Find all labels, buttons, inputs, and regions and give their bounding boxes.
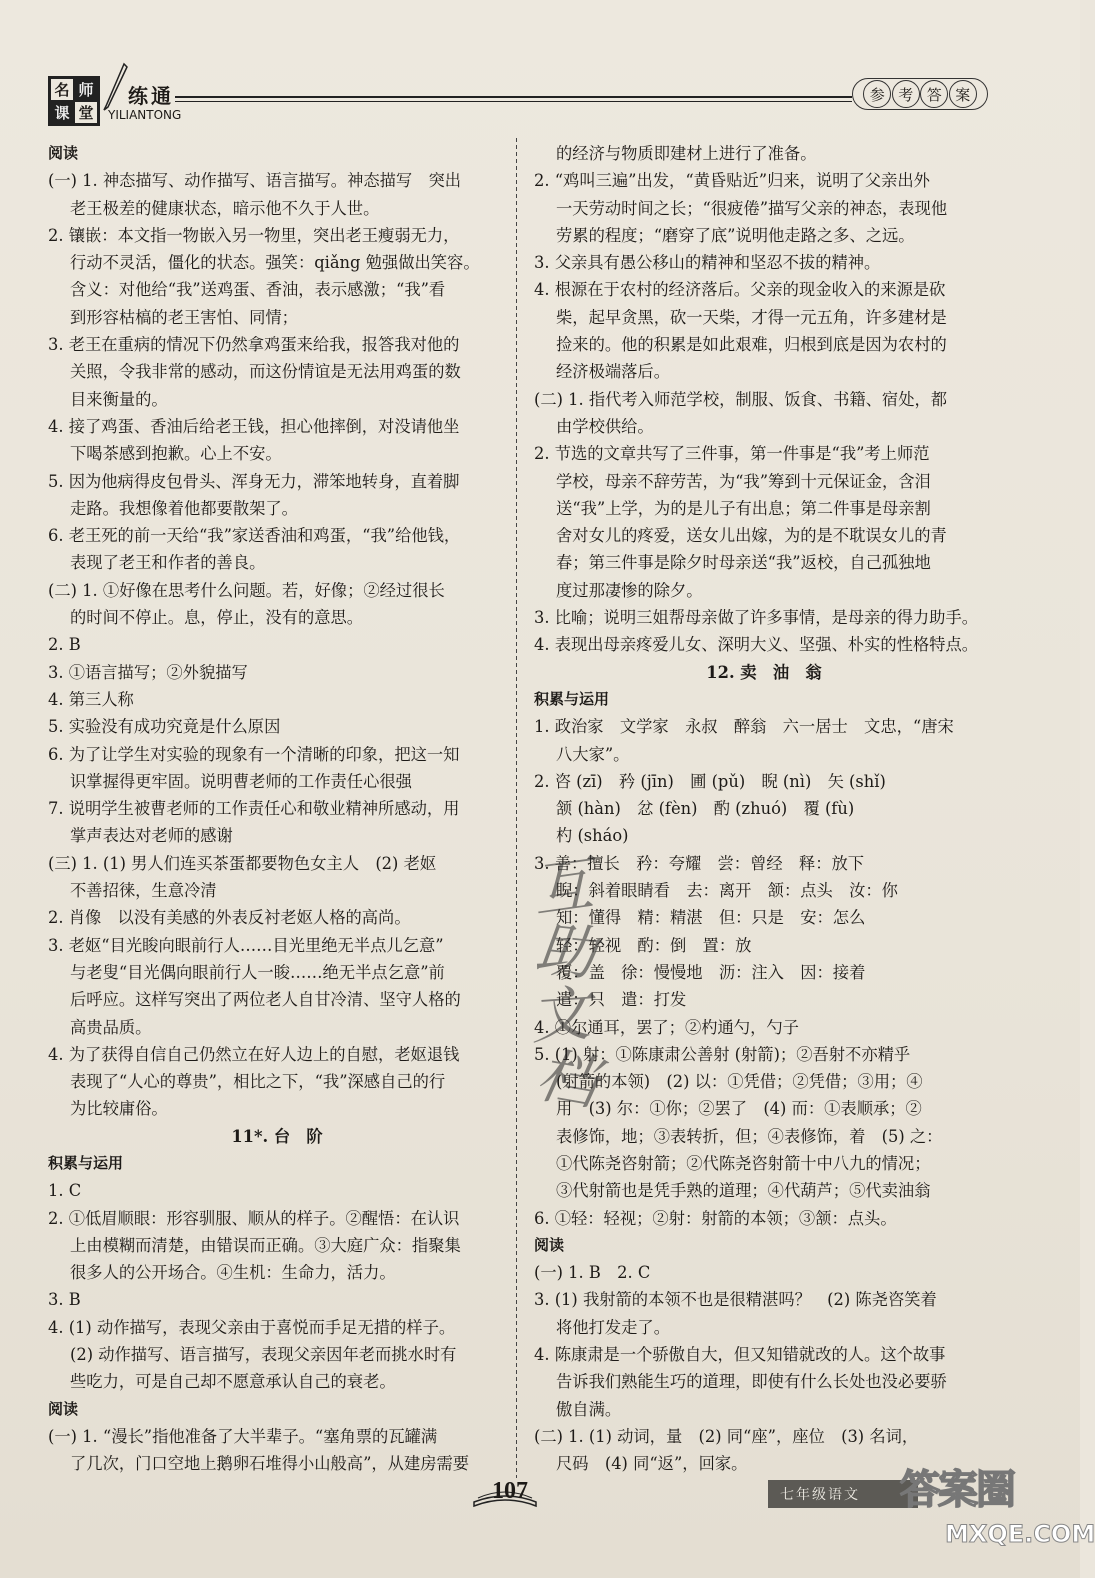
series-title: 练通 [128, 84, 174, 108]
answer-line: 5. (1) 射：①陈康肃公善射 (射箭)；②吾射不亦精乎 [534, 1044, 911, 1064]
answer-line: 4. (1) 动作描写，表现父亲由于喜悦而手足无措的样子。 [48, 1317, 456, 1337]
answer-line: 含义：对他给“我”送鸡蛋、香油，表示感激；“我”看 [70, 280, 446, 300]
badge-char: 答 [920, 80, 948, 108]
answer-line: 经济极端落后。 [556, 362, 670, 382]
answer-line: 表现了“人心的尊贵”，相比之下，“我”深感自己的行 [70, 1072, 446, 1092]
answer-line: (一) 1. “漫长”指他准备了大半辈子。“塞角票的瓦罐满 [48, 1426, 438, 1446]
lesson-title: 12. 卖 油 翁 [706, 662, 822, 682]
answer-line: ①代陈尧咨射箭；②代陈尧咨射箭十中八九的情况； [556, 1153, 931, 1173]
answer-line: 6. ①轻：轻视；②射：射箭的本领；③颔：点头。 [534, 1208, 897, 1228]
answer-line: 的时间不停止。息，停止，没有的意思。 [70, 608, 364, 628]
answer-line: 后呼应。这样写突出了两位老人自甘冷清、坚守人格的 [70, 990, 461, 1010]
answer-line: 2. ①低眉顺眼：形容驯服、顺从的样子。②醒悟：在认识 [48, 1208, 460, 1228]
answer-line: 遣：只 遣：打发 [556, 990, 687, 1010]
answer-line: ③代射箭也是凭手熟的道理；④代葫芦；⑤代卖油翁 [556, 1181, 931, 1201]
answer-line: 尺码 (4) 同“返”，回家。 [556, 1454, 748, 1474]
page-number: 107 [492, 1478, 528, 1504]
answer-line: 的经济与物质即建材上进行了准备。 [556, 144, 817, 163]
answer-line: 行动不灵活，僵化的状态。强笑：qiǎng 勉强做出笑容。 [70, 253, 480, 273]
badge-char: 考 [892, 80, 920, 108]
logo-char: 课 [50, 101, 74, 124]
header-rule [175, 96, 852, 98]
section-heading: 阅读 [48, 1399, 79, 1418]
answer-line: 不善招徕，生意冷清 [70, 881, 217, 901]
answer-line: 舍对女儿的疼爱，送女儿出嫁，为的是不耽误女儿的青 [556, 526, 947, 546]
answer-line: (三) 1. (1) 男人们连买茶蛋都要物色女主人 (2) 老妪 [48, 853, 437, 873]
answer-line: 4. 表现出母亲疼爱儿女、深明大义、坚强、朴实的性格特点。 [534, 635, 979, 655]
answer-line: 3. 比喻；说明三姐帮母亲做了许多事情，是母亲的得力助手。 [534, 608, 979, 628]
answer-line: 些吃力，可是自己却不愿意承认自己的衰老。 [70, 1372, 396, 1392]
answer-line: 4. 根源在于农村的经济落后。父亲的现金收入的来源是砍 [534, 280, 946, 300]
answer-line: 3. B [48, 1290, 81, 1310]
answer-line: 柴，起早贪黑，砍一天柴，才得一元五角，许多建材是 [556, 307, 947, 327]
hw-char: 文 [527, 978, 593, 1053]
answer-line: 了几次，门口空地上鹅卵石堆得小山般高”，从建房需要 [70, 1454, 470, 1474]
answer-line: 3. 老妪“目光睃向眼前行人……目光里绝无半点儿乞意” [48, 935, 444, 955]
answer-line: 很多人的公开场合。④生机：生命力，活力。 [70, 1263, 396, 1283]
logo-char: 名 [50, 78, 74, 101]
answer-line: 7. 说明学生被曹老师的工作责任心和敬业精神所感动，用 [48, 799, 460, 819]
pen-icon [100, 62, 130, 112]
answer-line: 下喝茶感到抱歉。心上不安。 [70, 444, 282, 464]
hw-char: 助 [531, 914, 599, 990]
answer-line: 2. 咨 (zī) 矜 (jīn) 圃 (pǔ) 睨 (nì) 矢 (shǐ) [534, 771, 886, 791]
answer-line: 高贵品质。 [70, 1017, 152, 1037]
answer-line: 3. (1) 我射箭的本领不也是很精湛吗？ (2) 陈尧咨笑着 [534, 1290, 937, 1310]
right-column [531, 140, 994, 1478]
answer-line: 4. 陈康肃是一个骄傲自大，但又知错就改的人。这个故事 [534, 1345, 946, 1365]
section-heading: 积累与运用 [534, 689, 610, 708]
section-heading: 积累与运用 [48, 1153, 124, 1172]
answer-line: 学校，母亲不辞劳苦，为“我”筹到十元保证金，含泪 [556, 471, 931, 491]
answer-line: 4. 接了鸡蛋、香油后给老王钱，担心他摔倒，对没请他坐 [48, 416, 460, 436]
answer-line: 4. 第三人称 [48, 689, 134, 709]
answer-line: 2. 肖像 以没有美感的外表反衬老妪人格的高尚。 [48, 908, 411, 928]
answer-line: 春；第三件事是除夕时母亲送“我”返校，自己孤独地 [556, 553, 931, 573]
answer-line: 杓 (sháo) [556, 826, 629, 846]
site-watermark-url: MXQE.COM [945, 1520, 1095, 1548]
answer-line: 走路。我想像着他都要散架了。 [70, 498, 298, 518]
answer-line: 关照，令我非常的感动，而这份情谊是无法用鸡蛋的数 [70, 362, 461, 382]
answer-line: 3. ①语言描写；②外貌描写 [48, 662, 248, 682]
grade-subject-label: 七年级语文 [768, 1480, 918, 1508]
answer-line: 2. “鸡叫三遍”出发，“黄昏贴近”归来，说明了父亲出外 [534, 171, 930, 191]
answer-line: 傲自满。 [556, 1399, 622, 1419]
lesson-title: 11*. 台 阶 [231, 1126, 323, 1146]
answer-line: 6. 为了让学生对实验的现象有一个清晰的印象，把这一知 [48, 744, 460, 764]
answer-line: (一) 1. 神态描写、动作描写、语言描写。神态描写 突出 [48, 171, 462, 191]
answer-line: 到形容枯槁的老王害怕、同情； [70, 307, 298, 327]
section-heading: 阅读 [48, 144, 79, 162]
answer-line: 4. 为了获得自信自己仍然立在好人边上的自慰，老妪退钱 [48, 1044, 460, 1064]
section-heading: 阅读 [534, 1235, 565, 1254]
answer-line: 3. 善：擅长 矜：夸耀 尝：曾经 释：放下 [534, 853, 865, 873]
series-subtitle: YILIANTONG [108, 108, 182, 122]
answer-line: 上由模糊而清楚，由错误而正确。③大庭广众：指聚集 [70, 1235, 461, 1255]
answer-line: 劳累的程度；“磨穿了底”说明他走路之多、之远。 [556, 225, 915, 245]
answer-line: 4. ①尔通耳，罢了；②杓通勺，勺子 [534, 1017, 799, 1037]
answer-line: 轻：轻视 酌：倒 置：放 [556, 935, 752, 955]
answer-line: (二) 1. (1) 动词，量 (2) 同“座”，座位 (3) 名词， [534, 1426, 919, 1446]
answer-line: 送“我”上学，为的是儿子有出息；第二件事是母亲割 [556, 498, 931, 518]
answer-line: 识掌握得更牢固。说明曹老师的工作责任心很强 [70, 771, 412, 791]
answer-line: 1. 政治家 文学家 永叔 醉翁 六一居士 文忠，“唐宋 [534, 717, 954, 737]
logo-char: 堂 [74, 101, 98, 124]
answer-line: 知：懂得 精：精湛 但：只是 安：怎么 [556, 908, 866, 928]
answer-line: 5. 因为他病得皮包骨头、浑身无力，滞笨地转身，直着脚 [48, 471, 460, 491]
answer-line: 一天劳动时间之长；“很疲倦”描写父亲的神态，表现他 [556, 198, 948, 218]
answer-line: (二) 1. 指代考入师范学校，制服、饭食、书籍、宿处，都 [534, 389, 948, 409]
answer-line: 八大家”。 [556, 744, 630, 764]
answer-line: 老王极差的健康状态，暗示他不久于人世。 [70, 198, 380, 218]
answer-line: 表现了老王和作者的善良。 [70, 553, 266, 573]
answer-line: 用 (3) 尔：①你；②罢了 (4) 而：①表顺承；② [556, 1099, 922, 1119]
answer-line: 5. 实验没有成功究竟是什么原因 [48, 717, 281, 737]
answer-line: 掌声表达对老师的感谢 [70, 826, 233, 846]
left-column [48, 140, 506, 1478]
answer-line: 1. C [48, 1181, 82, 1201]
publisher-logo [48, 76, 100, 126]
badge-char: 参 [863, 80, 891, 108]
answer-line: 捡来的。他的积累是如此艰难，归根到底是因为农村的 [556, 335, 947, 355]
answer-line: 覆：盖 徐：慢慢地 沥：注入 因：接着 [556, 962, 866, 982]
badge-char: 案 [949, 80, 977, 108]
answer-line: (射箭的本领) (2) 以：①凭借；②凭借；③用；④ [556, 1072, 923, 1092]
answer-line: 将他打发走了。 [556, 1317, 670, 1337]
answer-line: 由学校供给。 [556, 416, 654, 436]
hw-char: 互 [528, 849, 598, 927]
answer-line: 2. B [48, 635, 81, 655]
hw-char: 档 [531, 1040, 603, 1120]
answer-line: (2) 动作描写、语言描写，表现父亲因年老而挑水时有 [70, 1345, 457, 1365]
answer-line: 睨：斜着眼睛看 去：离开 颔：点头 汝：你 [556, 881, 898, 901]
answer-line: 3. 老王在重病的情况下仍然拿鸡蛋来给我，报答我对他的 [48, 335, 460, 355]
answer-line: 6. 老王死的前一天给“我”家送香油和鸡蛋，“我”给他钱， [48, 526, 461, 546]
answer-line: 2. 镶嵌：本文指一物嵌入另一物里，突出老王瘦弱无力， [48, 225, 460, 245]
answer-line: 表修饰，地；③表转折，但；④表修饰，着 (5) 之： [556, 1126, 943, 1146]
answer-line: 度过那凄惨的除夕。 [556, 580, 703, 600]
column-divider [516, 138, 517, 1478]
header-rule-thin [175, 101, 852, 102]
reference-answers-badge [852, 78, 988, 110]
logo-char: 师 [74, 78, 98, 101]
answer-line: 与老叟“目光偶向眼前行人一睃……绝无半点乞意”前 [70, 962, 445, 982]
answer-line: 为比较庸俗。 [70, 1099, 168, 1119]
answer-line: 3. 父亲具有愚公移山的精神和坚忍不拔的精神。 [534, 253, 881, 273]
answer-line: 2. 节选的文章共写了三件事，第一件事是“我”考上师范 [534, 444, 930, 464]
answer-line: 颔 (hàn) 忿 (fèn) 酌 (zhuó) 覆 (fù) [556, 799, 855, 819]
answer-line: (一) 1. B 2. C [534, 1263, 651, 1283]
answer-line: 目来衡量的。 [70, 389, 168, 409]
answer-line: 告诉我们熟能生巧的道理，即使有什么长处也没必要骄 [556, 1372, 947, 1392]
answer-line: (二) 1. ①好像在思考什么问题。若，好像；②经过很长 [48, 580, 445, 600]
site-watermark: 答案圈 [900, 1466, 1014, 1513]
